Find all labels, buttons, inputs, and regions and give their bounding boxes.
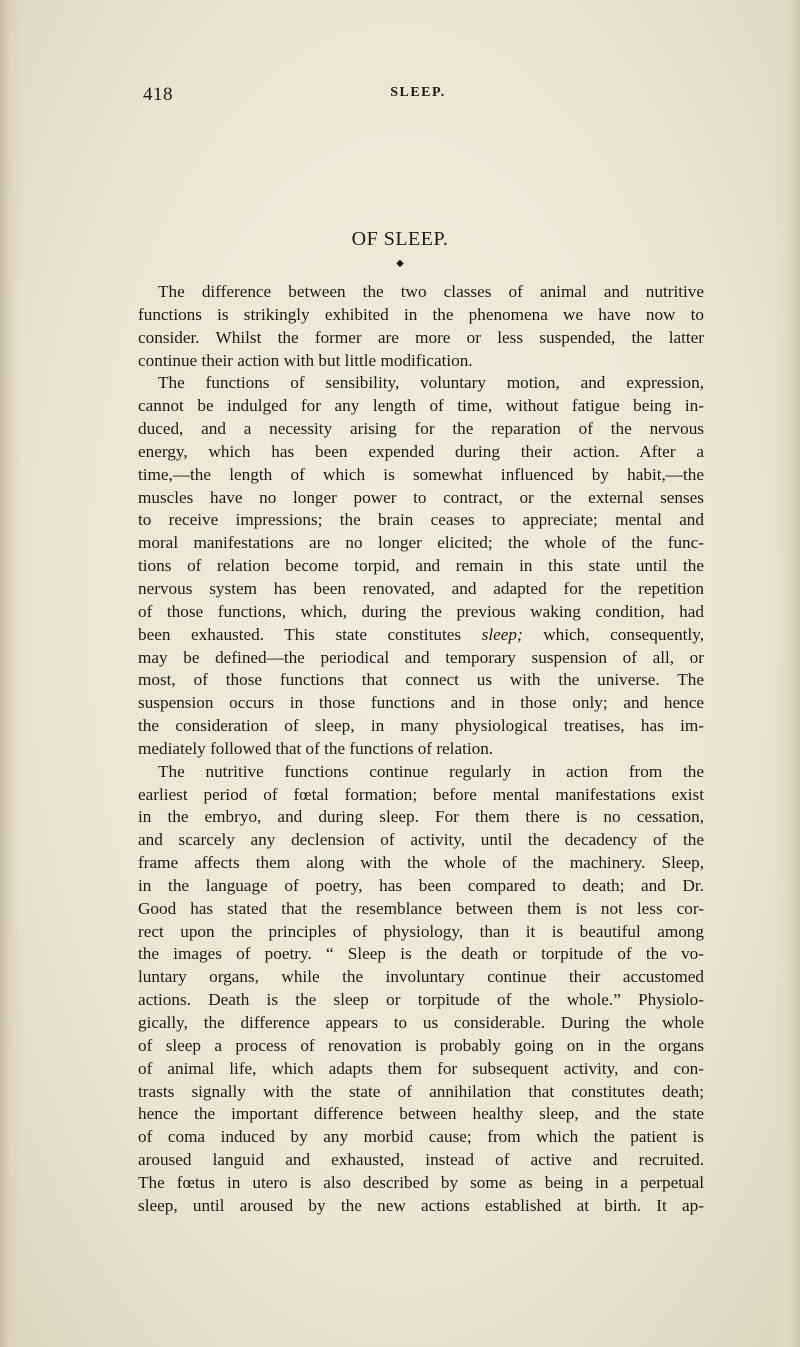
text-line: aroused languid and exhausted, instead of active and recruited. [138,1150,704,1170]
text-line: muscles have no longer power to contract, or the external senses [138,487,704,507]
text-line: of animal life, which adapts them for subsequent activity, and con- [138,1058,704,1078]
text-line: may be defined—the periodical and temporary suspension of all, or [138,647,704,667]
chapter-title: OF SLEEP. [351,228,449,250]
page-edge-left [0,0,22,1347]
body-text [138,281,704,1218]
text-line: nervous system has been renovated, and adapted for the repetition [138,578,704,598]
text-line: rect upon the principles of physiology, than it is beautiful among [138,921,704,941]
text-line: mediately followed that of the functions of relation. [138,738,494,758]
text-line: in the embryo, and during sleep. For them there is no cessation, [138,807,704,827]
text-line: of sleep a process of renovation is probably going on in the organs [138,1035,704,1055]
text-line: The difference between the two classes of animal and nutritive [158,282,704,301]
text-line: most, of those functions that connect us with the universe. The [138,670,704,690]
ornament-mark: ◆ [396,258,404,269]
text-line: the images of poetry. “ Sleep is the death or torpitude of the vo- [138,944,704,964]
text-line: trasts signally with the state of annihilation that constitutes death; [138,1081,704,1101]
text-line-with-emphasis [138,624,704,647]
text-line: and scarcely any declension of activity, until the decadency of the [138,830,704,850]
text-line: to receive impressions; the brain ceases to appreciate; mental and [138,510,704,530]
text-line: in the language of poetry, has been compared to death; and Dr. [138,875,704,895]
page-edge-right [774,0,800,1347]
text-line: tions of relation become torpid, and remain in this state until the [138,556,704,576]
text-line: hence the important difference between healthy sleep, and the state [138,1104,704,1124]
text-line: The functions of sensibility, voluntary motion, and expression, [158,373,704,393]
text-line: frame affects them along with the whole of the machinery. Sleep, [138,853,704,873]
page-number: 418 [143,84,173,105]
text-line: of those functions, which, during the previous waking condition, had [138,601,704,621]
running-head: SLEEP. [390,85,446,100]
text-span: which, consequently, [543,624,704,644]
text-span: been exhausted. This state constitutes [138,624,462,644]
text-line: suspension occurs in those functions and in those only; and hence [138,693,704,713]
text-line: luntary organs, while the involuntary continue their accustomed [138,967,704,987]
text-line: The nutritive functions continue regularly in action from the [158,761,704,781]
text-line: sleep, until aroused by the new actions established at birth. It ap- [138,1195,704,1215]
text-line: The fœtus in utero is also described by some as being in a perpetual [138,1172,704,1192]
text-line: Good has stated that the resemblance between them is not less cor- [138,898,704,918]
text-line: time,—the length of which is somewhat influenced by habit,—the [138,464,704,484]
text-line: actions. Death is the sleep or torpitude of the whole.” Physiolo- [138,990,704,1010]
emphasis-sleep: sleep; [481,624,523,644]
text-line: consider. Whilst the former are more or less suspended, the latter [138,327,704,347]
text-line: the consideration of sleep, in many physiological treatises, has im- [138,716,704,736]
text-line: earliest period of fœtal formation; before mental manifestations exist [138,784,704,804]
text-line: energy, which has been expended during their action. After a [138,441,704,461]
text-line: moral manifestations are no longer elicited; the whole of the func- [138,533,704,553]
page-header [143,84,693,114]
text-line: gically, the difference appears to us considerable. During the whole [138,1013,704,1032]
text-line: continue their action with but little modification. [138,350,473,370]
text-line: of coma induced by any morbid cause; from which the patient is [138,1127,704,1147]
text-line: functions is strikingly exhibited in the phenomena we have now to [138,304,704,324]
text-line: cannot be indulged for any length of time, without fatigue being in- [138,396,704,416]
text-line: duced, and a necessity arising for the reparation of the nervous [138,419,704,439]
